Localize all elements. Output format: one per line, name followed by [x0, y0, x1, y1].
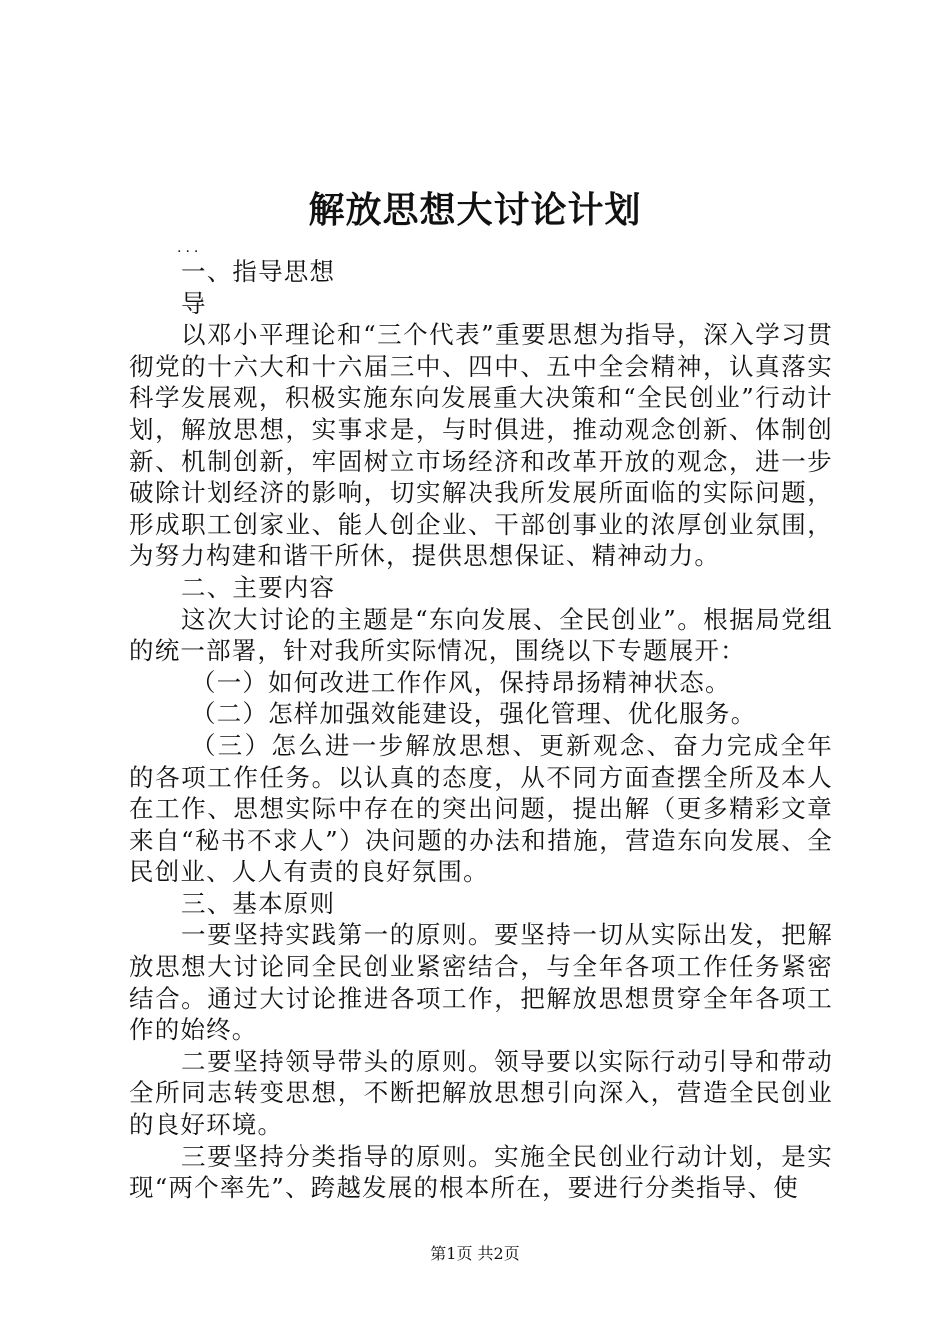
principle-3: 三要坚持分类指导的原则。实施全民创业行动计划，是实现“两个率先”、跨越发展的根本所在，要进行分类指导、使	[129, 1141, 833, 1203]
page-number-footer: 第1页 共2页	[430, 1244, 520, 1263]
document-body	[129, 240, 833, 1204]
section-heading-3: 三、基本原则	[181, 888, 336, 918]
paragraph-guiding-thought: 以邓小平理论和“三个代表”重要思想为指导，深入学习贯彻党的十六大和十六届三中、四中、五中全会精神，认真落实科学发展观，积极实施东向发展重大决策和“全民创业”行动计划，解放思想，实事求是，与时俱进，推动观念创新、体制创新、机制创新，牢固树立市场经济和改革开放的观念，进一步破除计划经济的影响，切实解决我所发展所面临的实际问题，形成职工创家业、能人创企业、干部创事业的浓厚创业氛围，为努力构建和谐干所休，提供思想保证、精神动力。	[129, 320, 833, 571]
section-heading-1: 一、指导思想	[181, 257, 336, 286]
list-item-3: （三）怎么进一步解放思想、更新观念、奋力完成全年的各项工作任务。以认真的态度，从不同方面查摆全所及本人在工作、思想实际中存在的突出问题，提出解（更多精彩文章来自“秘书不求人”）决问题的办法和措施，营造东向发展、全民创业、人人有责的良好氛围。	[129, 730, 833, 887]
section-heading-2: 二、主要内容	[181, 572, 336, 602]
document-title: 解放思想大讨论计划	[308, 189, 642, 231]
list-item-1: （一）如何改进工作作风，保持昂扬精神状态。	[191, 667, 731, 697]
principle-1: 一要坚持实践第一的原则。要坚持一切从实际出发，把解放思想大讨论同全民创业紧密结合，与全年各项工作任务紧密结合。通过大讨论推进各项工作，把解放思想贯穿全年各项工作的始终。	[129, 920, 833, 1045]
principle-2: 二要坚持领导带头的原则。领导要以实际行动引导和带动全所同志转变思想，不断把解放思想引向深入，营造全民创业的良好环境。	[129, 1046, 833, 1140]
list-item-2: （二）怎样加强效能建设，强化管理、优化服务。	[191, 699, 757, 729]
ellipsis-marker: ...	[177, 240, 203, 256]
paragraph-main-content: 这次大讨论的主题是“东向发展、全民创业”。根据局党组的统一部署，针对我所实际情况，围绕以下专题展开：	[129, 604, 833, 666]
paragraph-fragment: 导	[181, 288, 207, 318]
